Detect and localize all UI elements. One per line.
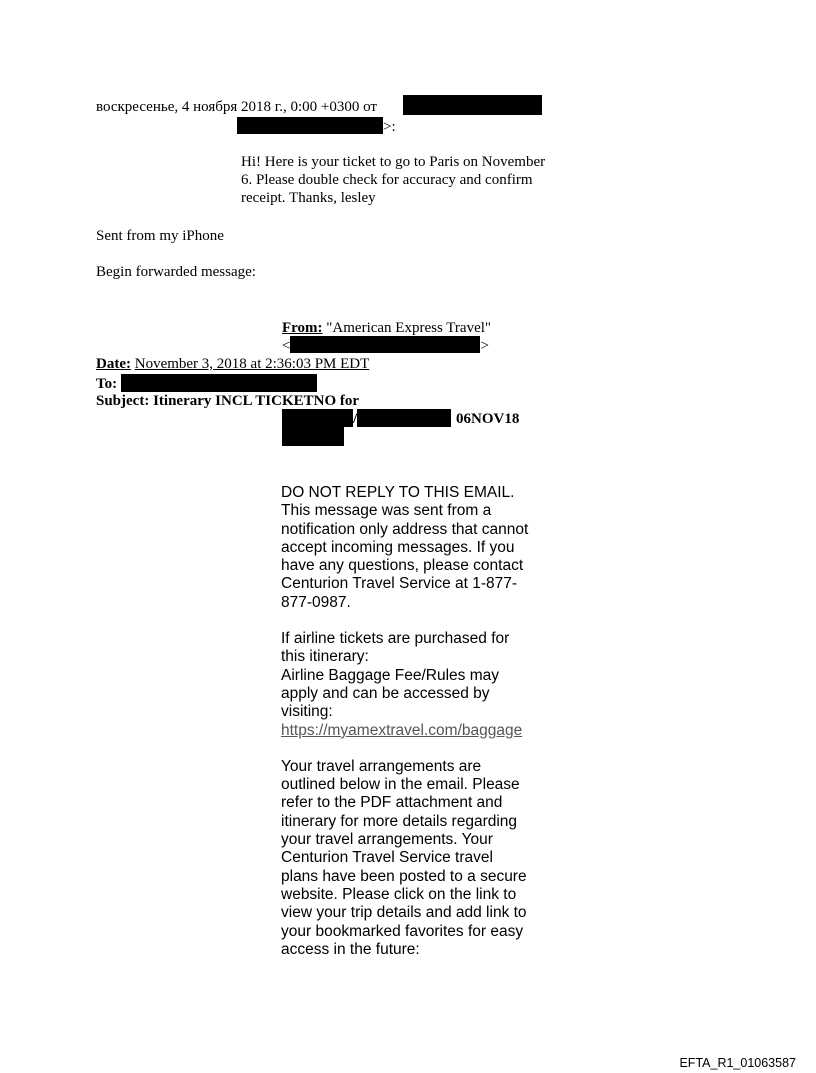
body-paragraph-arrangements <box>281 758 581 959</box>
body-line: Airline Baggage Fee/Rules may <box>281 666 499 684</box>
body-line: have any questions, please contact <box>281 557 524 575</box>
body-paragraph-no-reply <box>281 484 581 612</box>
body-line: visiting: <box>281 703 333 721</box>
baggage-link[interactable]: https://myamextravel.com/baggage <box>281 721 523 739</box>
body-line: view your trip details and add link to <box>281 904 527 922</box>
body-line: Centurion Travel Service travel <box>281 849 493 867</box>
note-line: Hi! Here is your ticket to go to Paris on November <box>241 154 546 170</box>
body-line: Centurion Travel Service at 1-877- <box>281 575 518 593</box>
forward-date-line <box>96 355 369 373</box>
body-line: your bookmarked favorites for easy <box>281 922 524 940</box>
date-value: November 3, 2018 at 2:36:03 PM EDT <box>134 356 370 372</box>
body-line: this itinerary: <box>281 648 369 666</box>
redaction-bar <box>237 117 383 134</box>
subject-slash: / <box>353 411 358 427</box>
redaction-bar <box>403 95 542 115</box>
body-line: access in the future: <box>281 940 420 958</box>
body-line: itinerary for more details regarding <box>281 812 518 830</box>
email-body <box>281 484 581 977</box>
body-line: accept incoming messages. If you <box>281 538 515 556</box>
body-line: Your travel arrangements are <box>281 757 482 775</box>
subject-date: 06NOV18 <box>456 411 520 427</box>
to-label: To: <box>96 376 118 392</box>
redaction-bar <box>357 409 451 427</box>
forward-from-email-line <box>282 336 489 355</box>
header-address-close: >: <box>383 119 396 135</box>
redaction-bar <box>282 427 344 446</box>
redaction-bar <box>282 409 353 427</box>
note-line: receipt. Thanks, lesley <box>241 190 376 206</box>
body-line: outlined below in the email. Please <box>281 776 520 794</box>
body-line: notification only address that cannot <box>281 520 529 538</box>
forward-note <box>241 153 601 207</box>
from-label: From: <box>282 320 323 336</box>
redaction-bar <box>121 374 317 392</box>
body-line: If airline tickets are purchased for <box>281 630 510 648</box>
body-paragraph-baggage <box>281 630 581 740</box>
body-line: plans have been posted to a secure <box>281 867 527 885</box>
forward-from-line <box>282 319 491 337</box>
email-header-address-line <box>237 117 396 136</box>
document-id-footer: EFTA_R1_01063587 <box>679 1056 796 1070</box>
email-header-date-line <box>96 98 377 116</box>
header-date-text: воскресенье, 4 ноября 2018 г., 0:00 +0300 от <box>96 99 377 115</box>
body-line: This message was sent from a <box>281 502 492 520</box>
from-email-open: < <box>282 338 291 354</box>
redaction-bar <box>290 336 480 353</box>
sent-from-signature: Sent from my iPhone <box>96 228 224 244</box>
from-email-close: > <box>480 338 489 354</box>
forward-subject-line: Subject: Itinerary INCL TICKETNO for <box>96 393 360 409</box>
note-line: 6. Please double check for accuracy and confirm <box>241 172 533 188</box>
begin-forwarded-label: Begin forwarded message: <box>96 264 256 280</box>
body-line: website. Please click on the link to <box>281 885 517 903</box>
body-line: your travel arrangements. Your <box>281 831 493 849</box>
body-line: DO NOT REPLY TO THIS EMAIL. <box>281 484 515 501</box>
body-line: refer to the PDF attachment and <box>281 794 503 812</box>
from-value: "American Express Travel" <box>326 320 492 336</box>
body-line: 877-0987. <box>281 593 351 611</box>
forward-to-line <box>96 374 317 393</box>
body-line: apply and can be accessed by <box>281 684 490 702</box>
date-label: Date: <box>96 356 131 372</box>
